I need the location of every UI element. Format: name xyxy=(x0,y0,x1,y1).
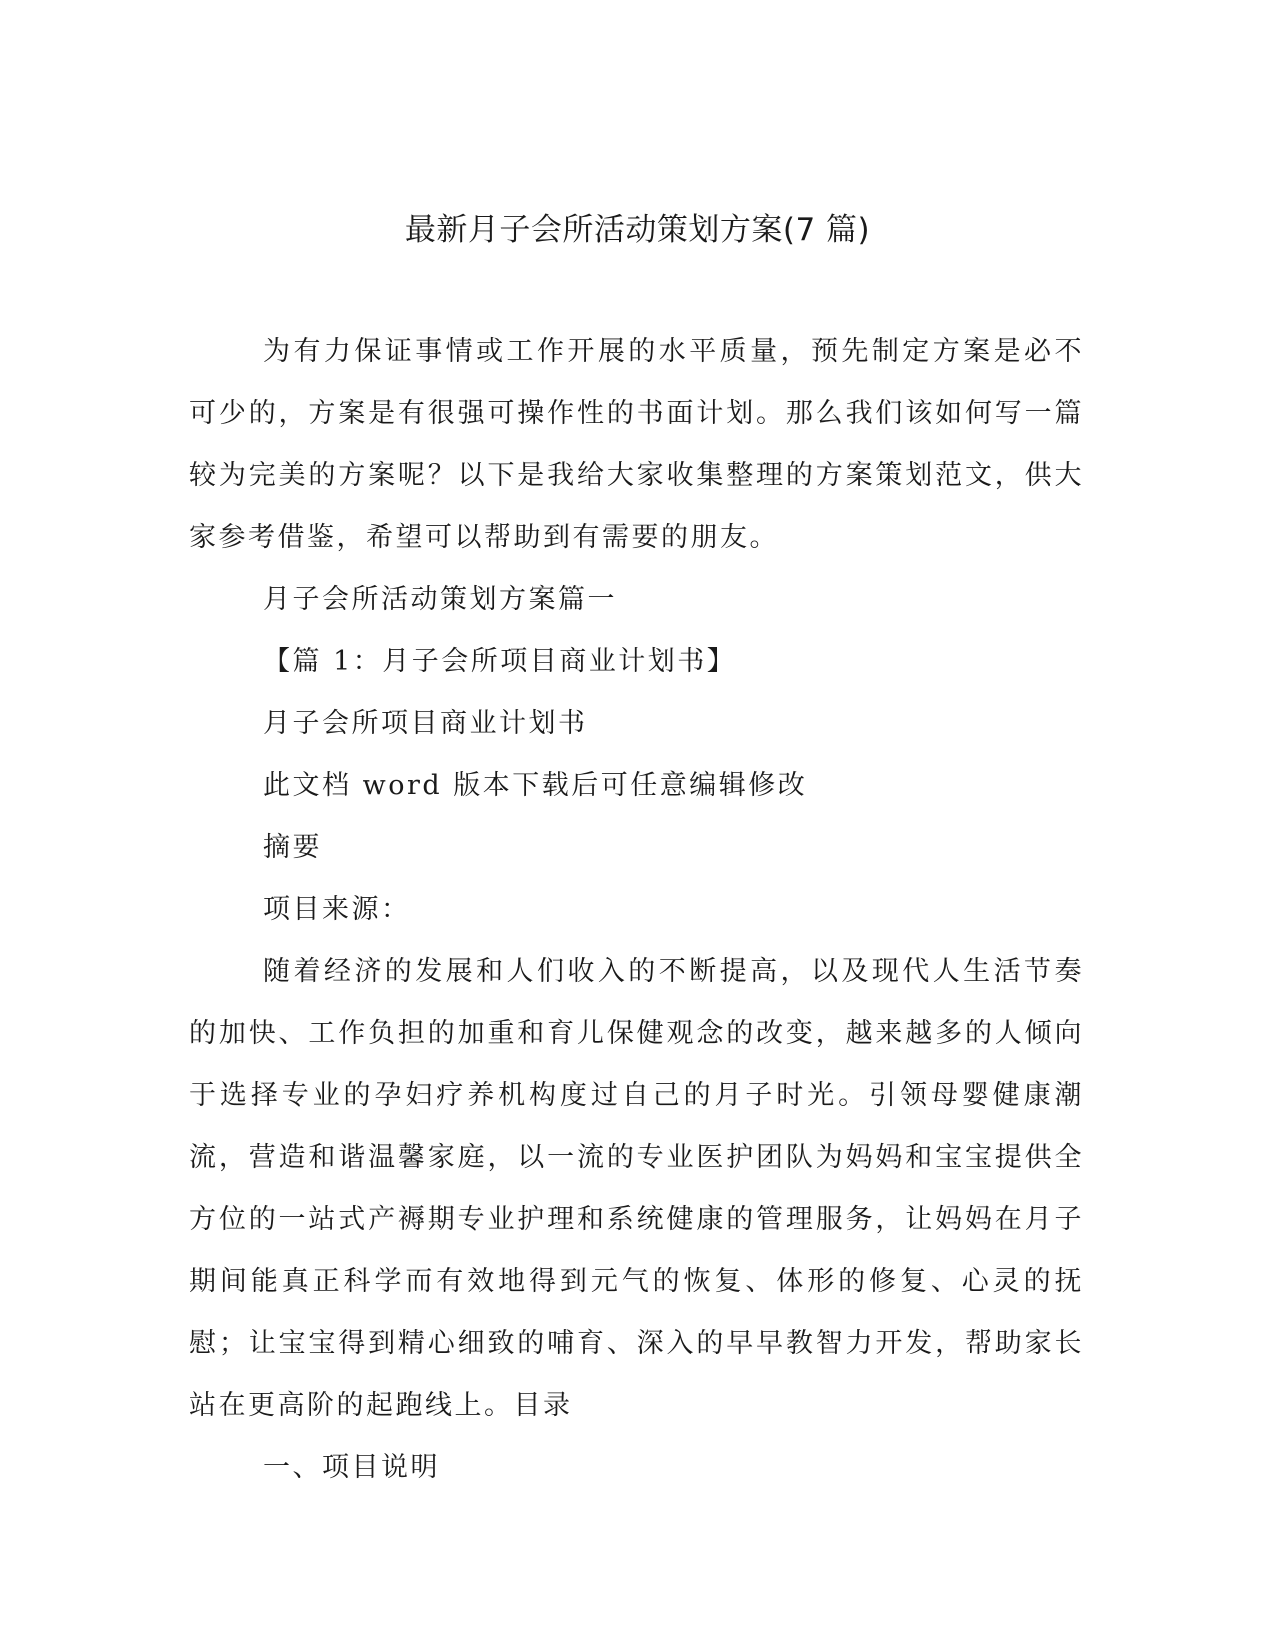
abstract-heading: 摘要 xyxy=(263,832,322,863)
project-source-heading: 项目来源： xyxy=(263,894,411,925)
plan-title: 月子会所项目商业计划书 xyxy=(263,708,588,739)
document-body xyxy=(189,321,1084,1499)
intro-paragraph: 为有力保证事情或工作开展的水平质量，预先制定方案是必不可少的，方案是有很强可操作性的书面计划。那么我们该如何写一篇较为完美的方案呢？以下是我给大家收集整理的方案策划范文，供大家参考借鉴，希望可以帮助到有需要的朋友。 xyxy=(189,336,1084,553)
project-description-heading: 一、项目说明 xyxy=(263,1452,440,1483)
project-source-paragraph: 随着经济的发展和人们收入的不断提高，以及现代人生活节奏的加快、工作负担的加重和育儿保健观念的改变，越来越多的人倾向于选择专业的孕妇疗养机构度过自己的月子时光。引领母婴健康潮流，营造和谐温馨家庭，以一流的专业医护团队为妈妈和宝宝提供全方位的一站式产褥期专业护理和系统健康的管理服务，让妈妈在月子期间能真正科学而有效地得到元气的恢复、体形的修复、心灵的抚慰；让宝宝得到精心细致的哺育、深入的早早教智力开发，帮助家长站在更高阶的起跑线上。目录 xyxy=(189,956,1084,1421)
article-heading: 【篇 1：月子会所项目商业计划书】 xyxy=(263,646,737,677)
section-heading: 月子会所活动策划方案篇一 xyxy=(263,584,617,615)
document-title: 最新月子会所活动策划方案(7 篇) xyxy=(404,212,871,248)
edit-note: 此文档 word 版本下载后可任意编辑修改 xyxy=(263,770,808,801)
